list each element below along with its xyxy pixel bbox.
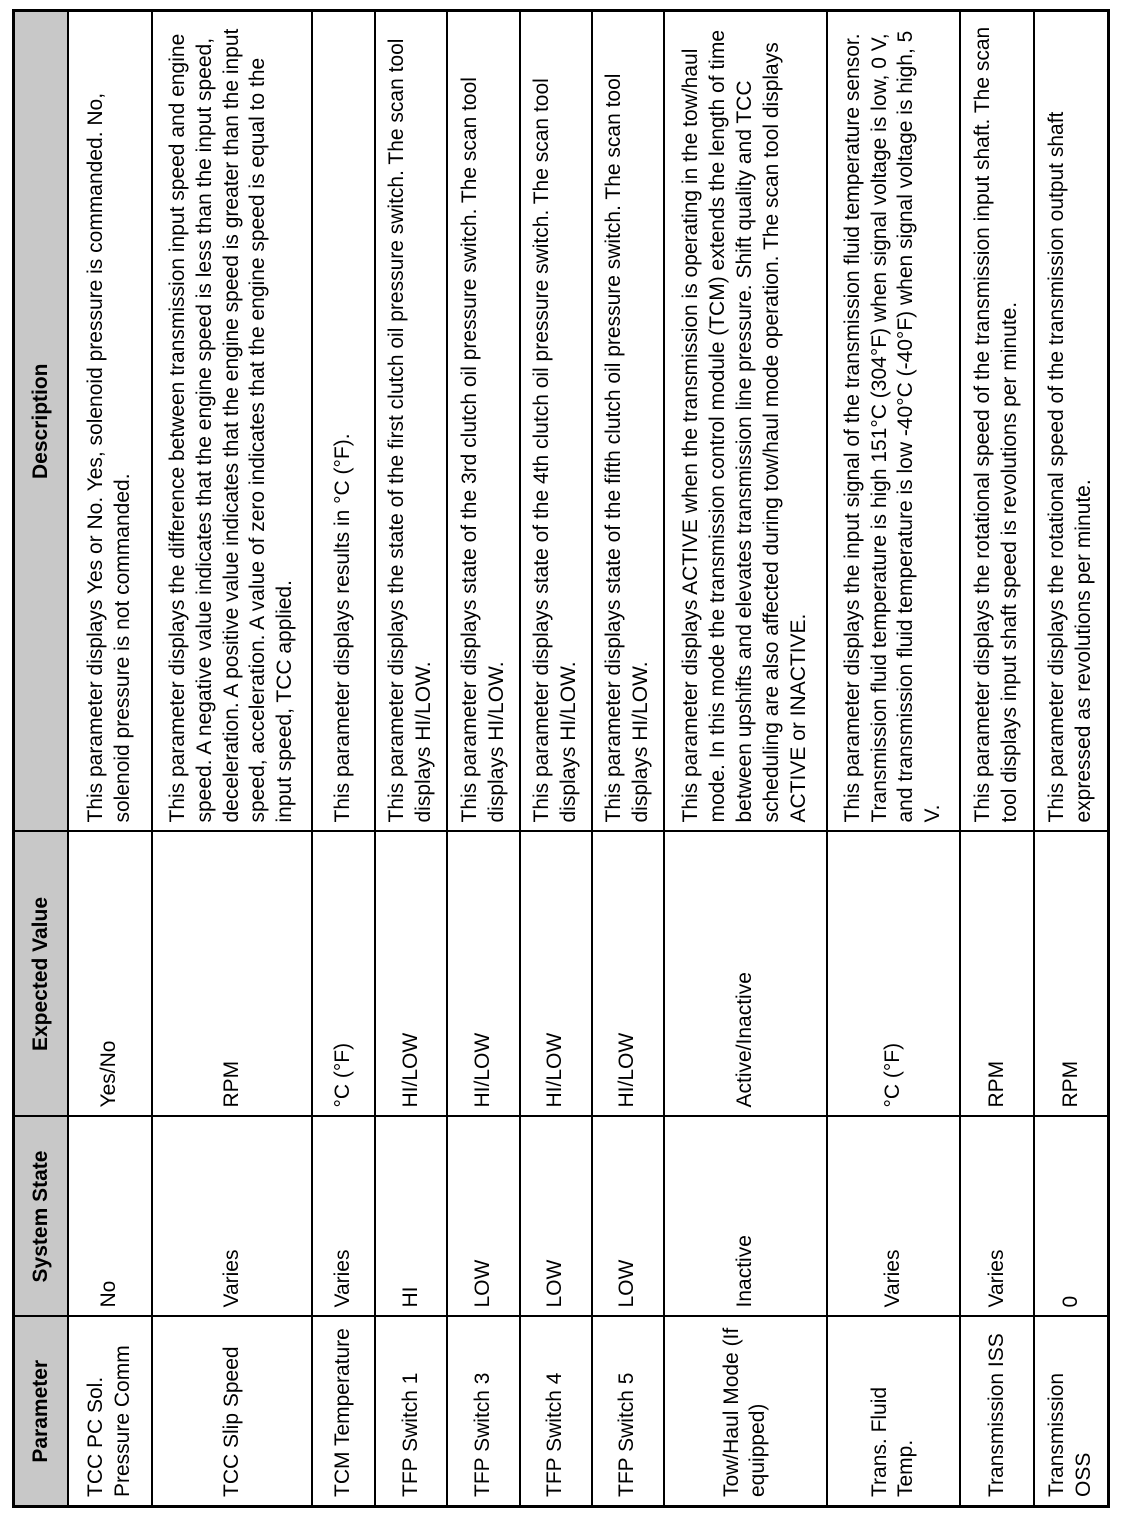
cell-expected-value: Yes/No <box>68 832 152 1117</box>
cell-description: This parameter displays the rotational speed of the transmission output shaft expressed as revolutions per minute. <box>1034 11 1108 832</box>
cell-parameter: TFP Switch 1 <box>375 1317 447 1507</box>
table-row <box>592 11 664 1507</box>
cell-system-state: Inactive <box>664 1117 827 1317</box>
cell-expected-value: RPM <box>152 832 313 1117</box>
table-row <box>1034 11 1108 1507</box>
table-header-row <box>14 11 69 1507</box>
cell-description: This parameter displays the rotational speed of the transmission input shaft. The scan tool displays input shaft speed is revolutions per minute. <box>960 11 1034 832</box>
cell-description: This parameter displays the state of the first clutch oil pressure switch. The scan tool displays HI/LOW. <box>375 11 447 832</box>
table-row <box>520 11 592 1507</box>
cell-expected-value: RPM <box>1034 832 1108 1117</box>
cell-system-state: LOW <box>520 1117 592 1317</box>
cell-description: This parameter displays the difference between transmission input speed and engine speed. A negative value indicates that the engine speed is less than the input speed, deceleration. A positive value indicates that the engine speed is greater than the input speed, acceleration. A value of zero indicates that the engine speed is equal to the input speed, TCC applied. <box>152 11 313 832</box>
cell-expected-value: °C (°F) <box>312 832 375 1117</box>
cell-system-state: 0 <box>1034 1117 1108 1317</box>
table-row <box>375 11 447 1507</box>
cell-system-state: HI <box>375 1117 447 1317</box>
cell-parameter: Transmission OSS <box>1034 1317 1108 1507</box>
cell-parameter: TCC PC Sol. Pressure Comm <box>68 1317 152 1507</box>
cell-parameter: TFP Switch 5 <box>592 1317 664 1507</box>
cell-expected-value: HI/LOW <box>520 832 592 1117</box>
cell-parameter: TCC Slip Speed <box>152 1317 313 1507</box>
cell-system-state: Varies <box>827 1117 960 1317</box>
cell-parameter: TFP Switch 3 <box>447 1317 519 1507</box>
cell-parameter: Trans. Fluid Temp. <box>827 1317 960 1507</box>
cell-description: This parameter displays ACTIVE when the transmission is operating in the tow/haul mode. In this mode the transmission control module (TCM) extends the length of time between upshifts and elevates transmission line pressure. Shift quality and TCC scheduling are also affected during tow/haul mode operation. The scan tool displays ACTIVE or INACTIVE. <box>664 11 827 832</box>
cell-description: This parameter displays the input signal of the transmission fluid temperature sensor. Transmission fluid temperature is high 151°C (304°F) when signal voltage is low, 0 V, and transmission fluid temperature is low -40°C (-40°F) when signal voltage is high, 5 V. <box>827 11 960 832</box>
cell-expected-value: RPM <box>960 832 1034 1117</box>
table-row <box>68 11 152 1507</box>
cell-expected-value: °C (°F) <box>827 832 960 1117</box>
cell-expected-value: HI/LOW <box>447 832 519 1117</box>
cell-system-state: Varies <box>152 1117 313 1317</box>
header-expected-value: Expected Value <box>14 832 69 1117</box>
cell-description: This parameter displays results in °C (°F). <box>312 11 375 832</box>
parameter-table <box>12 9 1110 1508</box>
cell-expected-value: HI/LOW <box>592 832 664 1117</box>
header-system-state: System State <box>14 1117 69 1317</box>
cell-description: This parameter displays state of the fifth clutch oil pressure switch. The scan tool displays HI/LOW. <box>592 11 664 832</box>
header-description: Description <box>14 11 69 832</box>
table-row <box>664 11 827 1507</box>
table-row <box>312 11 375 1507</box>
cell-system-state: Varies <box>960 1117 1034 1317</box>
cell-parameter: TCM Temperature <box>312 1317 375 1507</box>
header-parameter: Parameter <box>14 1317 69 1507</box>
cell-description: This parameter displays Yes or No. Yes, solenoid pressure is commanded. No, solenoid pressure is not commanded. <box>68 11 152 832</box>
cell-description: This parameter displays state of the 4th clutch oil pressure switch. The scan tool displays HI/LOW. <box>520 11 592 832</box>
cell-expected-value: Active/Inactive <box>664 832 827 1117</box>
cell-system-state: LOW <box>447 1117 519 1317</box>
table-row <box>447 11 519 1507</box>
cell-system-state: No <box>68 1117 152 1317</box>
cell-system-state: Varies <box>312 1117 375 1317</box>
cell-parameter: TFP Switch 4 <box>520 1317 592 1507</box>
table-row <box>152 11 313 1507</box>
table-row <box>827 11 960 1507</box>
cell-parameter: Tow/Haul Mode (If equipped) <box>664 1317 827 1507</box>
table-row <box>960 11 1034 1507</box>
cell-expected-value: HI/LOW <box>375 832 447 1117</box>
cell-system-state: LOW <box>592 1117 664 1317</box>
cell-parameter: Transmission ISS <box>960 1317 1034 1507</box>
cell-description: This parameter displays state of the 3rd clutch oil pressure switch. The scan tool displays HI/LOW. <box>447 11 519 832</box>
